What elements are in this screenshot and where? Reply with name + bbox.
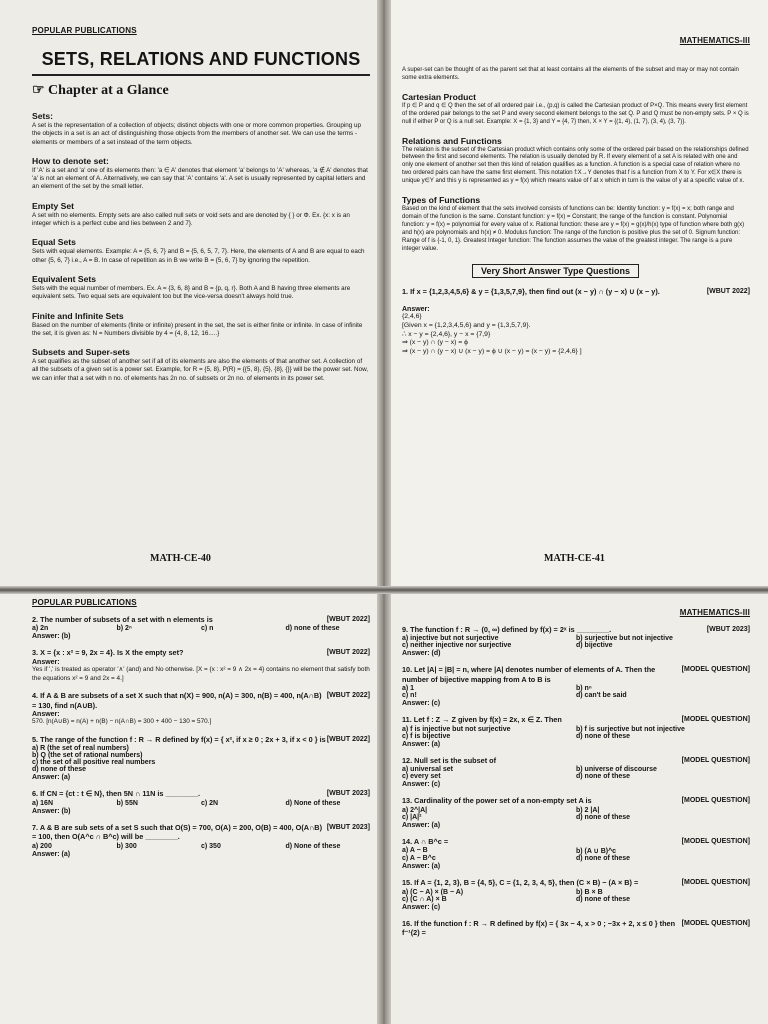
option: d) none of these (576, 855, 631, 863)
option: a) 2^|A| (402, 806, 428, 814)
section-heading: Sets: (32, 111, 54, 121)
option: a) R (the set of real numbers) (32, 745, 129, 753)
options (402, 766, 750, 780)
section-heading: How to denote set: (32, 155, 109, 166)
question-text: 10. Let |A| = |B| = n, where |A| denotes number of elements of A. Then the number of bijective mapping from A to B is (402, 665, 656, 684)
option: d) none of these (576, 813, 631, 821)
option: d) None of these (285, 799, 341, 807)
option: d) can't be said (576, 692, 627, 700)
option: b) 300 (116, 842, 137, 850)
options (32, 843, 370, 850)
option: c) every set (402, 773, 441, 781)
option: b) 2 |A| (576, 806, 600, 814)
question-text: 6. If CN = {ct : t ∈ N}, then 5N ∩ 11N is ________. (32, 789, 200, 799)
question-source: [MODEL QUESTION] (681, 919, 750, 927)
question-text: 7. A & B are sub sets of a set S such that O(S) = 700, O(A) = 200, O(B) = 400, O(A∩B) = 100, then O(A^c ∩ B^c) will be ________. (32, 822, 322, 842)
answer: Answer: (a) (32, 850, 71, 858)
options (32, 745, 370, 773)
section-text: A set is the representation of a collection of objects; distinct objects with one or more common properties. Grouping up the objects in a set is an act of distinguishing those objects from the members of another set. We can use the terms - elements or members of a set instead of the term objects. (32, 122, 362, 146)
section-heading: Finite and Infinite Sets (32, 310, 124, 321)
option: b) surjective but not injective (576, 635, 673, 643)
section-text: A set qualifies as the subset of another set if all of its elements are also the elements of that another set. A collection of all the subsets of a given set is a power set. Example, for R = {5, 8}, P(R) = {{5, 8}, {5}, {8}, {}} will be the power set. Now, we can infer that a set with n no. of elements has 2n no. of subsets or 2n no. of elements in its power set. (32, 358, 369, 382)
section-text: Based on the number of elements (finite or infinite) present in the set, the set is either finite or infinite. In case of infinite the set, it is given as: N = Numbers divisible by 4 = {4, 8, 12, 16.....} (32, 321, 363, 337)
options (32, 800, 370, 807)
running-head: POPULAR PUBLICATIONS (32, 26, 137, 35)
option: c) n (201, 625, 214, 633)
page-questions-right (384, 590, 768, 1024)
question-text: 11. Let f : Z → Z given by f(x) = 2x, x ∈ Z. Then (402, 715, 562, 725)
answer: Answer: (b) (32, 633, 71, 641)
section-heading: Cartesian Product (402, 91, 477, 102)
option: c) A − B^c (402, 855, 436, 863)
question-source: [WBUT 2022] (326, 735, 370, 743)
question-text: 2. The number of subsets of a set with n elements is (32, 615, 213, 624)
answer: Answer: (c) (402, 903, 441, 911)
question-source: [WBUT 2023] (706, 626, 750, 633)
question-source: [MODEL QUESTION] (681, 666, 750, 674)
answer-working (402, 313, 750, 357)
option: c) 2N (201, 799, 219, 807)
option: b) universe of discourse (576, 766, 657, 774)
question-text: 3. X = {x : x² = 9, 2x = 4}. Is X the empty set? (32, 648, 184, 658)
option: d) none of these (576, 732, 631, 740)
option: c) n! (402, 692, 417, 700)
answer: Answer: (32, 711, 60, 719)
question-source: [MODEL QUESTION] (681, 716, 750, 724)
sections-list (32, 111, 370, 383)
book-gutter (377, 590, 391, 1024)
section-text: The relation is the subset of the Cartesian product which contains only some of the ordered pair based on the relationships defined between the first and second elements. The relation is usually denoted by R. If every element of a set A is related with one and only one element of another set then this kind of relation qualifies as a function. A function is a special case of relation where no two ordered pairs can have the same first element. This notation f:X→Y denotes that f is a function from X to Y. For x∈X there is unique y∈Y and this y is represented as y = f(x) which means value of f at x which in turn is the value of y at a specific value of x. (402, 146, 749, 185)
question-text: 15. If A = {1, 2, 3}, B = {4, 5}, C = {1, 2, 3, 4, 5}, then (C × B) − (A × B) = (402, 878, 639, 888)
option: a) 2n (32, 625, 49, 633)
answer: Answer: (a) (402, 863, 441, 871)
options (402, 726, 750, 740)
question-item (32, 823, 370, 842)
option: d) none of these (576, 895, 631, 903)
answer: Answer: (a) (32, 774, 71, 782)
option: b) 55N (116, 799, 138, 807)
section-text: Based on the kind of element that the sets involved consists of functions can be: Identity function: y = f(x) = x; both range and domain of the function is the same. Constant function: y = f(x) = Constant; the range of the function is constant. Polynomial function: y = f(x) = polynomial for every value of x. Rational function: these are y = f(x) = g(x)/h(x) type of function where both g(x) and h(x) are polynomials and h(x) ≠ 0. Modulus function: The range of the function is positive plus the set of 0. Signum function: Range of f is {-1, 0, 1}. Greatest Integer function: The function assumes the value of the greatest integer. The range is a pure integer value. (402, 206, 745, 252)
option: c) the set of all positive real numbers (32, 759, 156, 767)
question-source: [WBUT 2023] (326, 790, 370, 798)
option: d) none of these (32, 766, 87, 774)
divider (32, 74, 370, 76)
option: a) 1 (402, 685, 415, 693)
question-item (32, 789, 370, 798)
question-list (402, 625, 750, 938)
question-item (402, 837, 750, 846)
answer: Answer: (a) (402, 821, 441, 829)
option: b) B × B (576, 888, 603, 896)
sections-list (402, 92, 750, 254)
answer-line: ⇒ (x − y) ∩ (y − x) ∪ (x − y) = ϕ ∪ (x − y) = (x − y) = {2,4,6} ] (402, 348, 582, 356)
question-text: 5. The range of the function f : R → R defined by f(x) = { x², if x ≥ 0 ; 2x + 3, if x < 0 } is (32, 734, 326, 744)
question-item (402, 715, 750, 724)
option: d) None of these (285, 842, 341, 850)
question-item (402, 756, 750, 765)
running-head: MATHEMATICS-III (679, 608, 750, 617)
option: b) nⁿ (576, 685, 592, 693)
option: b) Q (the set of rational numbers) (32, 752, 143, 760)
intro-paragraph: A super-set can be thought of as the parent set that at least contains all the elements of the subset and may or may not contain some extra elements. (402, 67, 739, 81)
question-1 (402, 287, 750, 296)
answer-label: Answer: (402, 305, 430, 313)
question-text: 12. Null set is the subset of (402, 755, 497, 765)
option: c) neither injective nor surjective (402, 642, 512, 650)
question-source: [MODEL QUESTION] (681, 837, 750, 845)
option: d) none of these (576, 773, 631, 781)
answer: Answer: (b) (32, 807, 71, 815)
question-text: 13. Cardinality of the power set of a non-empty set A is (402, 796, 592, 806)
section-text: A set with no elements. Empty sets are also called null sets or void sets and are denoted by { } or Φ. Ex. {x: x is an integer which is a perfect cube and lies between 2 and 7}. (32, 211, 350, 228)
question-item (32, 615, 370, 624)
question-item (402, 919, 750, 938)
answer-line: ∴ x − y = {2,4,6}, y − x = {7,9} (402, 330, 491, 338)
option: a) A − B (402, 847, 428, 855)
question-source: [MODEL QUESTION] (681, 756, 750, 764)
question-source: [WBUT 2022] (326, 616, 370, 623)
option: a) (C − A) × (B − A) (402, 888, 464, 896)
question-list (32, 615, 370, 858)
question-text: 14. A ∩ B^c = (402, 836, 449, 846)
section-heading: Empty Set (32, 200, 75, 211)
answer: Answer: (d) (402, 650, 441, 658)
question-item (32, 648, 370, 657)
option: c) |A|² (402, 813, 422, 821)
option: d) bijective (576, 642, 613, 650)
book-gutter (377, 0, 391, 590)
question-item (402, 625, 750, 634)
options (402, 635, 750, 649)
question-source: [WBUT 2022] (326, 649, 370, 657)
section-text: Sets with the equal number of members. Ex. A = {3, 6, 8} and B = {p, q, r}. Both A and B having three elements are equivalent sets. Two equal sets are equivalent too but the vice-versa doesn't always hold true. (32, 284, 351, 301)
page-math-ce-40 (0, 0, 384, 590)
section-heading: Subsets and Super-sets (32, 347, 130, 358)
question-source: [MODEL QUESTION] (681, 879, 750, 887)
question-item (402, 878, 750, 887)
question-source: [WBUT 2023] (326, 823, 370, 831)
answer-text: 570. [n(A∪B) = n(A) + n(B) − n(A∩B) = 300 + 400 − 130 = 570.] (32, 718, 212, 726)
option: c) (C ∩ A) × B (402, 895, 447, 903)
answer-text: Yes if ',' is treated as operator '∧' (and) and No otherwise. [X = {x : x² = 9 ∧ 2x = 4} contains no element that satisfy both the equations x² = 9 and 2x = 4.] (32, 665, 370, 682)
section-heading: Relations and Functions (402, 135, 502, 146)
option: c) f is bijective (402, 732, 451, 740)
question-text: 9. The function f : R → (0, ∞) defined by f(x) = 2ˣ is ________. (402, 625, 612, 634)
answer: Answer: (a) (402, 740, 441, 748)
options (402, 889, 750, 903)
question-type-box: Very Short Answer Type Questions (472, 264, 639, 278)
section-text: Sets with equal elements. Example: A = {5, 6, 7} and B = {5, 6, 5, 7, 7}. Here, the elements of A and B are equal to each other {5, 6, 7} i.e., A = B. In case of repetition as in B we write B = {5, 6, 7} by ignoring the repetition. (32, 248, 365, 264)
question-item (32, 735, 370, 744)
question-text: 16. If the function f : R → R defined by f(x) = { 3x − 4, x > 0 ; −3x + 2, x ≤ 0 } then f⁻¹(2) = (402, 918, 676, 938)
section-heading: Equivalent Sets (32, 273, 96, 284)
answer: Answer: (32, 658, 60, 666)
answer: Answer: (c) (402, 781, 441, 789)
page-math-ce-41 (384, 0, 768, 590)
question-source: [WBUT 2022] (706, 287, 750, 295)
options (402, 847, 750, 862)
answer-line: [Given x = {1,2,3,4,5,6} and y = {1,3,5,7,9}. (402, 321, 531, 329)
question-item (402, 665, 750, 684)
running-head: POPULAR PUBLICATIONS (32, 598, 137, 607)
question-item (32, 691, 370, 710)
answer-line: {2,4,6} (402, 312, 422, 320)
options (402, 685, 750, 699)
option: d) none of these (285, 625, 340, 633)
question-source: [WBUT 2022] (326, 692, 370, 700)
page-footer: MATH-CE-41 (544, 553, 605, 564)
question-item (402, 796, 750, 805)
options (402, 807, 750, 821)
option: a) injective but not surjective (402, 635, 499, 643)
option: a) universal set (402, 766, 453, 774)
option: b) (A ∪ B)^c (576, 848, 617, 856)
page-footer: MATH-CE-40 (150, 553, 211, 564)
section-heading: Types of Functions (402, 195, 481, 206)
section-text: If 'A' is a set and 'a' one of its elements then: 'a ∈ A' denotes that element 'a' belongs to 'A' whereas, 'a ∉ A' denotes that 'a' is not an element of A. Alternatively, we can say that 'A' contains 'a'. A set is usually represented by capital letters and an element of the set by the small letter. (32, 166, 368, 191)
option: c) 350 (201, 842, 221, 850)
chapter-at-a-glance-heading: ☞ Chapter at a Glance (32, 83, 169, 98)
answer: Answer: (c) (402, 700, 441, 708)
question-text: 1. If x = {1,2,3,4,5,6} & y = {1,3,5,7,9}, then find out (x − y) ∩ (y − x) ∪ (x − y). (402, 286, 660, 296)
answer-line: ⇒ (x − y) ∩ (y − x) = ϕ (402, 339, 468, 347)
option: a) 16N (32, 799, 54, 807)
option: a) 200 (32, 842, 52, 850)
photo-divider (0, 586, 768, 594)
option: a) f is injective but not surjective (402, 725, 511, 733)
section-text: If p ∈ P and q ∈ Q then the set of all ordered pair i.e., (p,q) is called the Cartesian product of P×Q. This means every first element of the ordered pair belongs to the set P and every second element belongs to the set Q. P and Q must be non-empty sets. P × Q is null if either P or Q is a null set. Example: X = {1, 3} and Y = {4, 7} then, X × Y = {(1, 4), (1, 7), (3, 4), (3, 7)}. (402, 102, 749, 125)
page-questions-left (0, 590, 384, 1024)
option: b) f is surjective but not injective (576, 725, 685, 733)
question-text: 4. If A & B are subsets of a set X such that n(X) = 900, n(A) = 300, n(B) = 400, n(A∩B) = 130, find n(A∪B). (32, 691, 322, 710)
options (32, 625, 370, 632)
question-source: [MODEL QUESTION] (681, 797, 750, 805)
section-heading: Equal Sets (32, 237, 76, 248)
running-head: MATHEMATICS-III (679, 36, 750, 45)
chapter-title: SETS, RELATIONS AND FUNCTIONS (41, 49, 361, 69)
option: b) 2ⁿ (116, 625, 132, 633)
